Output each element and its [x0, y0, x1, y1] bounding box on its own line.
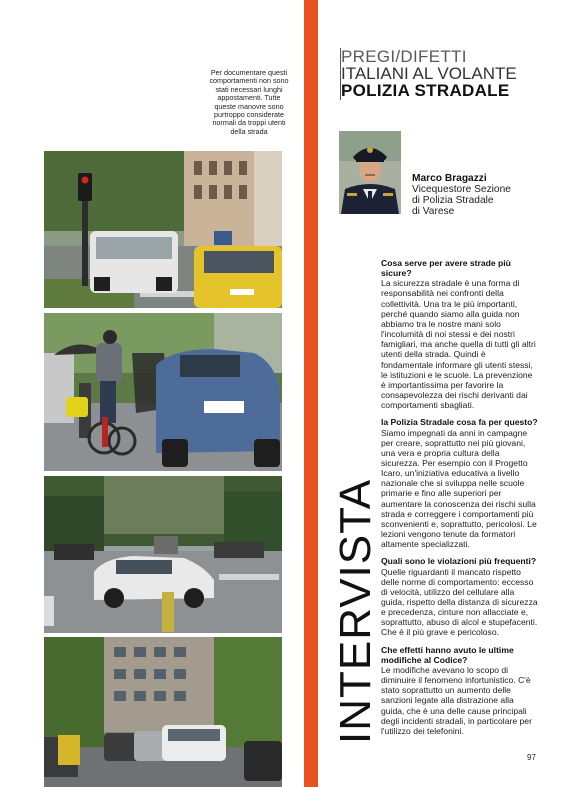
qa-block-1 [381, 258, 539, 410]
question-3: Quali sono le violazioni più frequenti? [381, 556, 537, 567]
qa-block-4 [381, 645, 539, 736]
portrait-photo [339, 131, 401, 214]
question-1: Cosa serve per avere strade più sicure? [381, 258, 511, 279]
photo-caption: Per documentare questi comportamenti non sono stati necessari lunghi appostamenti. Tutte queste manovre sono purtroppo considerate normali da troppi utenti della strada [209, 68, 289, 136]
header-subtitle: ITALIANI AL VOLANTE [341, 64, 517, 83]
question-2: la Polizia Stradale cosa fa per questo? [381, 417, 538, 428]
street-photo-wide-avenue [44, 476, 282, 633]
qa-block-3 [381, 556, 539, 637]
header-title: POLIZIA STRADALE [341, 81, 510, 100]
header-kicker: PREGI/DIFETTI [341, 47, 467, 66]
street-photo-parked-cars [44, 637, 282, 787]
qa-block-2 [381, 417, 539, 549]
interviewee-role-line-1: Vicequestore Sezione [412, 184, 511, 195]
orange-accent-band [304, 0, 318, 787]
interviewee-role-line-2: di Polizia Stradale [412, 195, 494, 206]
answer-1: La sicurezza stradale è una forma di responsabilità nei confronti della collettività. Una tra le più importanti, perché quando siamo alla guida non abbiamo tra le nostre mani solo l'incolumità di noi stessi e dei nostri famigliari, ma anche quella di tutti gli altri utenti della strada. Quindi è fondamentale informare gli utenti stessi, le istituzioni e le scuole. La prevenzione è importantissima per favorire la consapevolezza dei rischi derivanti dai comportamenti sbagliati. [381, 278, 536, 411]
interviewee-credit [412, 173, 542, 217]
article-header [340, 48, 541, 100]
page-number: 97 [527, 753, 536, 762]
section-label-vertical: INTERVISTA [331, 478, 380, 744]
street-photo-cyclist-and-car [44, 313, 282, 471]
interviewee-role-line-3: di Varese [412, 206, 455, 217]
answer-2: Siamo impegnati da anni in campagne per creare, soprattutto nei più giovani, una vera e propria cultura della sicurezza. Per esempio con il Progetto Icaro, un'iniziativa educativa a livello nazionale che si sviluppa nelle scuole primarie e fino alle superiori per aumentare la conoscenza dei rischi sulla strada e correggere i comportamenti più sconvenienti e, soprattutto, pericolosi. Le lezioni vengono tenute da formatori altamente specializzati. [381, 427, 537, 550]
street-photo-van-and-taxi [44, 151, 282, 308]
answer-3: Quelle riguardanti il mancato rispetto delle norme di comportamento: eccesso di velocità, utilizzo del cellulare alla guida, rispetto della distanza di sicurezza e precedenza, cinture non allacciate e, soprattutto, abuso di alcol e stupefacenti. Che è il più grave e pericoloso. [381, 566, 538, 638]
interview-body [381, 258, 539, 743]
question-4: Che effetti hanno avuto le ultime modifiche al Codice? [381, 644, 514, 665]
answer-4: Le modifiche avevano lo scopo di diminuire il fenomeno infortunistico. C'è stato soprattutto un aumento delle sanzioni legate alla distrazione alla guida, che è una delle cause principali degli incidenti stradali, in particolare per l'utilizzo dei telefonini. [381, 664, 532, 736]
interviewee-name: Marco Bragazzi [412, 173, 487, 184]
